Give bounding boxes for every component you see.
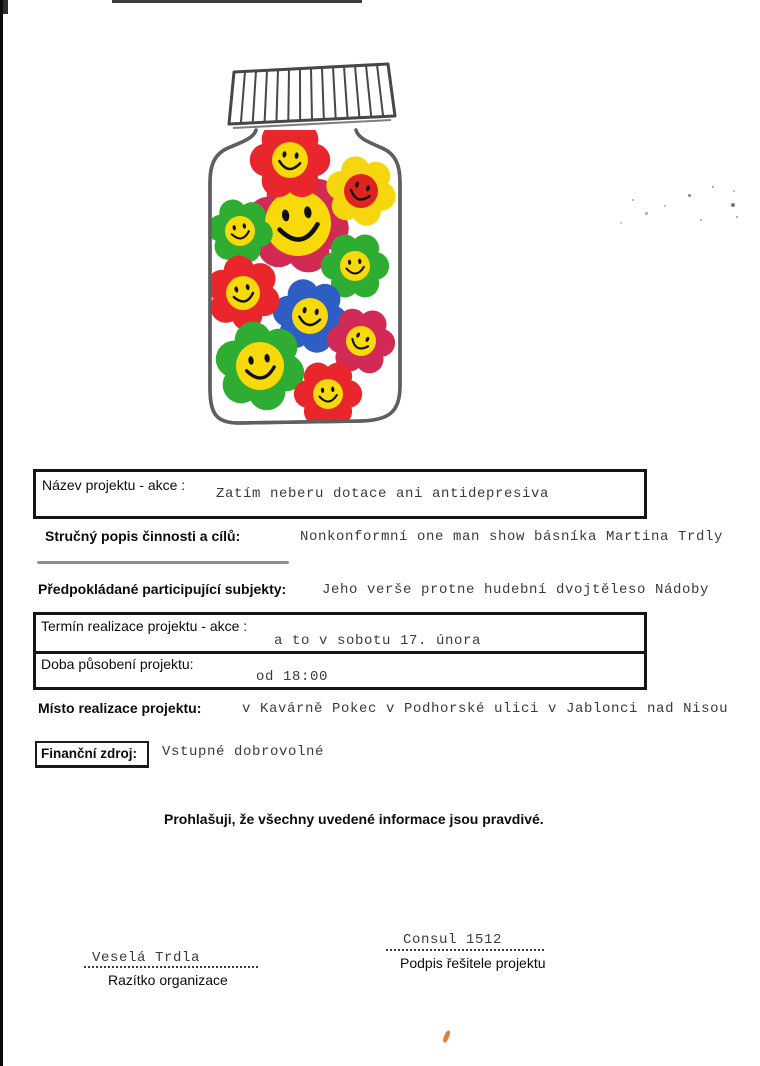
date-value: a to v sobotu 17. února	[274, 633, 482, 649]
participants-value: Jeho verše protne hudební dvojtěleso Nádoby	[322, 582, 710, 598]
participants-label: Předpokládané participující subjekty:	[38, 581, 287, 597]
funding-label: Finanční zdroj:	[41, 746, 137, 761]
pencil-speck	[688, 194, 691, 197]
signature-dotted-line	[386, 931, 544, 951]
project-name-value: Zatím neberu dotace ani antidepresiva	[216, 486, 550, 502]
pencil-speck	[700, 219, 702, 221]
pencil-speck	[620, 222, 622, 224]
pencil-speck	[712, 186, 714, 188]
pencil-speck	[731, 203, 735, 207]
funding-value: Vstupné dobrovolné	[162, 744, 325, 760]
pencil-speck	[645, 212, 648, 215]
signature-label: Podpis řešitele projektu	[400, 955, 546, 971]
stamp-value: Veselá Trdla	[92, 950, 201, 966]
scan-edge-strip	[0, 0, 3, 1066]
declaration-text: Prohlašuji, že všechny uvedené informace jsou pravdivé.	[164, 811, 544, 827]
location-label: Místo realizace projektu:	[38, 700, 202, 716]
stamp-label: Razítko organizace	[108, 972, 228, 988]
signature-value: Consul 1512	[403, 932, 503, 948]
description-underline	[37, 561, 289, 564]
field-funding	[35, 741, 149, 768]
duration-label: Doba působení projektu:	[41, 656, 194, 672]
pencil-speck	[736, 216, 738, 218]
project-name-label: Název projektu - akce :	[42, 477, 186, 493]
pen-mark	[442, 1030, 451, 1044]
box-divider	[36, 651, 644, 654]
stamp-dotted-line	[84, 948, 258, 968]
description-value: Nonkonformní one man show básníka Martina Trdly	[300, 529, 724, 545]
location-value: v Kavárně Pokec v Podhorské ulici v Jablonci nad Nisou	[242, 701, 729, 717]
date-label: Termín realizace projektu - akce :	[41, 618, 248, 634]
duration-value: od 18:00	[256, 669, 329, 685]
pencil-speck	[632, 199, 634, 201]
jar-of-smiley-flowers-drawing	[198, 58, 432, 460]
description-label: Stručný popis činnosti a cílů:	[45, 528, 241, 544]
field-project-name	[33, 469, 647, 519]
pencil-speck	[664, 205, 666, 207]
jar-lid	[229, 64, 395, 128]
pencil-speck	[733, 190, 735, 192]
scan-corner-mark	[3, 0, 8, 14]
field-date-duration	[33, 612, 647, 690]
scan-top-line	[112, 0, 362, 3]
